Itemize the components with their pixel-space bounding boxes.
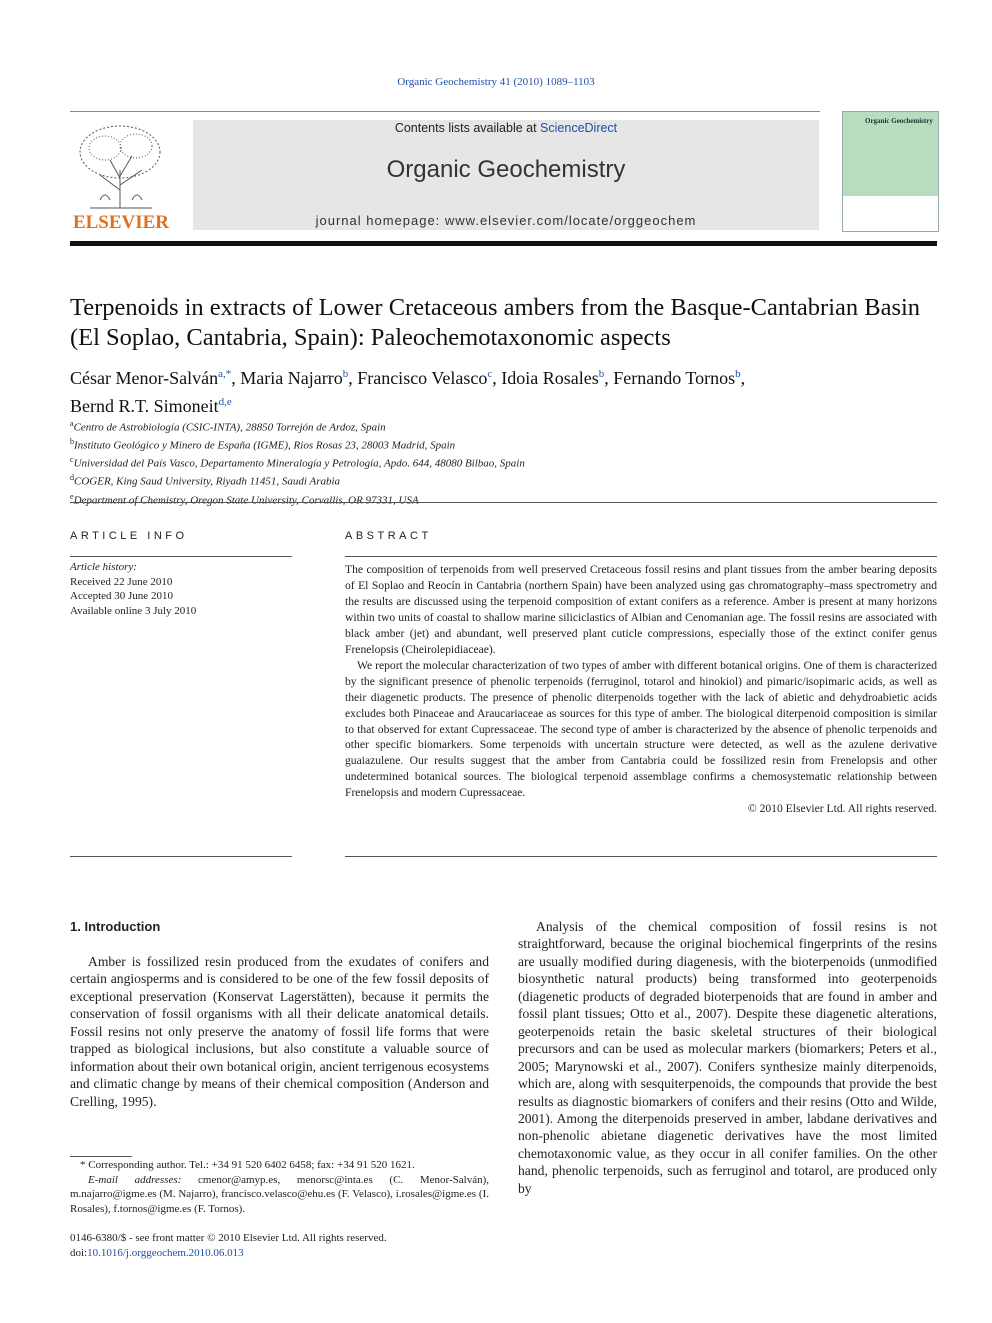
copyright-notice: © 2010 Elsevier Ltd. All rights reserved.: [747, 802, 937, 816]
section-heading-introduction: 1. Introduction: [70, 919, 161, 934]
abstract-rule: [345, 556, 937, 557]
author-name[interactable]: Idoia Rosales: [501, 368, 599, 388]
sciencedirect-link[interactable]: ScienceDirect: [540, 121, 618, 135]
affiliation-item: [70, 453, 930, 471]
affiliation-mark: b: [70, 437, 74, 447]
online-date: Available online 3 July 2010: [70, 604, 197, 617]
affiliation-text: Universidad del País Vasco, Departamento Mineralogía y Petrología, Apdo. 644, 48080 Bilbao, Spain: [73, 457, 525, 470]
abstract-body: [345, 562, 937, 817]
affiliation-list: [70, 417, 930, 508]
contents-line: [193, 121, 819, 135]
author-affil-mark[interactable]: c: [487, 368, 493, 380]
affiliation-text: Centro de Astrobiología (CSIC-INTA), 28850 Torrejón de Ardoz, Spain: [73, 421, 386, 434]
header-divider: [70, 111, 820, 112]
affiliation-item: [70, 417, 930, 435]
elsevier-wordmark: ELSEVIER: [72, 212, 170, 233]
article-info-heading: ARTICLE INFO: [70, 530, 188, 542]
history-label: Article history:: [70, 561, 137, 573]
author-name[interactable]: Francisco Velasco: [357, 368, 488, 388]
email-addresses[interactable]: cmenor@amyp.es, menorsc@inta.es (C. Menor-Salván), m.najarro@igme.es (M. Najarro), francisco.velasco@ehu.es (F. Velasco), i.rosales@igme.es (I. Rosales), f.tornos@igme.es (F. Tornos).: [70, 1173, 489, 1215]
intro-paragraph-2: Analysis of the chemical composition of fossil resins is not straightforward, because the original biochemical fingerprints of the resins are usually modified during diagenesis, with the bioterpenoids (unmodified biosynthetic natural products) being transformed into geoterpenoids (diagenetic products of degraded bioterpenoids that are found in amber and fossil plant tissues; Otto et al., 2007). Despite these diagenetic alterations, geoterpenoids retain the basic skeletal structures of their biological precursors and can be used as molecular markers (biomarkers; Peters et al., 2005; Marynowski et al., 2007). Conifers synthesize mainly diterpenoids, which are, along with sesquiterpenoids, the compounds that provide the best results as diagnostic biomarkers of conifers and their resins (Otto and Wilde, 2001). Among the diterpenoids preserved in amber, labdane derivatives and non-phenolic abietane diagenetic derivatives have the most limited chemotaxonomic value, as they occur in all conifer families. On the other hand, phenolic terpenoids, such as ferruginol and totarol, are produced only by: [518, 919, 937, 1196]
affiliation-text: Instituto Geológico y Minero de España (IGME), Rios Rosas 23, 28003 Madrid, Spain: [74, 439, 456, 452]
doi-link[interactable]: 10.1016/j.orggeochem.2010.06.013: [87, 1246, 244, 1259]
article-history: [70, 560, 292, 618]
issn-doi-block: [70, 1231, 489, 1260]
author-sep: ,: [231, 368, 241, 388]
issn-line: 0146-6380/$ - see front matter © 2010 Elsevier Ltd. All rights reserved.: [70, 1232, 387, 1244]
abstract-paragraph-2: We report the molecular characterization of two types of amber with different botanical origins. One of them is characterized by the significant presence of phenolic terpenoids (ferruginol, totarol and hinokiol) and pimaric/isopimaric acids, as well as their diagenetic products. The presence of phenolic diterpenoids together with the lack of abietic and dehydroabietic acids excludes both Pinaceae and Araucariaceae as sources for this type of amber. The biological diterpenoid composition is similar to that observed for extant Cupressaceae. The second type of amber is characterized by the absence of phenolic terpenoids and other specific biomarkers. Some terpenoids with uncertain structure were detected, as well as the azulene derivative guaiazulene. Our results suggest that the amber from Cantabria could be fossilized resin from Frenelopsis and other undetermined botanical sources. The biological terpenoid assemblage confirms a chemosystematic relationship between Frenelopsis and modern Cupressaceae.: [345, 658, 937, 800]
received-date: Received 22 June 2010: [70, 575, 173, 588]
footnotes: [70, 1158, 489, 1216]
author-sep: ,: [492, 368, 502, 388]
author-sep: ,: [604, 368, 614, 388]
article-info-bottom-rule: [70, 856, 292, 857]
abstract-bottom-rule: [345, 856, 937, 857]
cover-title: Organic Geochemistry: [865, 117, 933, 125]
affiliation-mark: d: [70, 473, 74, 483]
journal-homepage[interactable]: journal homepage: www.elsevier.com/locate/orggeochem: [315, 213, 697, 228]
body-column-left: [70, 953, 489, 1110]
affiliation-mark: a: [70, 419, 74, 428]
abstract-heading: ABSTRACT: [345, 530, 432, 542]
author-list: [70, 362, 930, 418]
intro-paragraph-1: Amber is fossilized resin produced from the exudates of conifers and certain angiosperms and is considered to be one of the few fossil deposits of exceptional preservation (Konservat Lagerstätten), because it permits the conservation of fossil organisms with all their delicate anatomical details. Fossil resins not only preserve the anatomy of fossil life forms that were trapped as biological inclusions, but also constitute a valuable source of information about their own botanical origin, ancient terrigenous ecosystems and climatic change by means of their chemical composition (Anderson and Crelling, 1995).: [70, 954, 489, 1109]
accepted-date: Accepted 30 June 2010: [70, 590, 173, 602]
abstract-paragraph-1: The composition of terpenoids from well preserved Cretaceous fossil resins and plant tissues from the amber bearing deposits of El Soplao and Reocín in Cantabria (northern Spain) have been analyzed using gas chromatography–mass spectrometry and the results are discussed using the terpenoid composition of extant conifers as a reference. Amber is present at many horizons within two units of coastal to shallow marine siliciclastics of Albian and Cenomanian age. The fossil resins are associated with black amber (jet) and abundant, well preserved plant cuticle compressions, especially those of the extinct conifer genus Frenelopsis (Cheirolepidiaceae).: [345, 563, 937, 656]
affiliation-text: COGER, King Saud University, Riyadh 11451, Saudi Arabia: [74, 476, 341, 489]
author-name[interactable]: Maria Najarro: [240, 368, 343, 388]
affiliation-item: [70, 490, 930, 508]
article-title: Terpenoids in extracts of Lower Cretaceous ambers from the Basque-Cantabrian Basin (El Soplao, Cantabria, Spain): Paleochemotaxonomic aspects: [70, 294, 921, 351]
affiliation-mark: e: [70, 491, 74, 501]
affiliation-mark: c: [70, 455, 74, 465]
contents-prefix: Contents lists available at: [394, 121, 541, 135]
journal-citation[interactable]: Organic Geochemistry 41 (2010) 1089–1103: [397, 76, 595, 88]
author-affil-mark[interactable]: d,e: [218, 396, 232, 408]
affiliation-item: [70, 471, 930, 489]
body-column-right: [518, 918, 937, 1197]
author-name[interactable]: Bernd R.T. Simoneit: [70, 396, 219, 416]
author-name[interactable]: Fernando Tornos: [613, 368, 736, 388]
author-name[interactable]: César Menor-Salván: [70, 368, 219, 388]
author-affil-mark[interactable]: b: [342, 368, 349, 380]
author-affil-mark[interactable]: b: [598, 368, 605, 380]
journal-cover-thumbnail[interactable]: [842, 111, 939, 232]
article-info-rule: [70, 556, 292, 557]
affiliation-divider: [70, 502, 937, 503]
author-sep: ,: [348, 368, 358, 388]
affiliation-text: Department of Chemistry, Oregon State University, Corvallis, OR 97331, USA: [73, 494, 419, 507]
author-sep: ,: [740, 368, 746, 388]
journal-title: Organic Geochemistry: [386, 156, 626, 183]
author-affil-mark[interactable]: b: [735, 368, 741, 380]
author-affil-mark[interactable]: a,*: [218, 368, 232, 380]
corresponding-author-note: * Corresponding author. Tel.: +34 91 520 6402 6458; fax: +34 91 520 1621.: [80, 1159, 415, 1171]
doi-line: [70, 1246, 489, 1261]
header-thick-rule: [70, 241, 937, 246]
footnote-rule: [70, 1156, 132, 1157]
email-label: E-mail addresses:: [88, 1173, 182, 1186]
affiliation-item: [70, 435, 930, 453]
doi-label: doi:: [70, 1246, 88, 1259]
